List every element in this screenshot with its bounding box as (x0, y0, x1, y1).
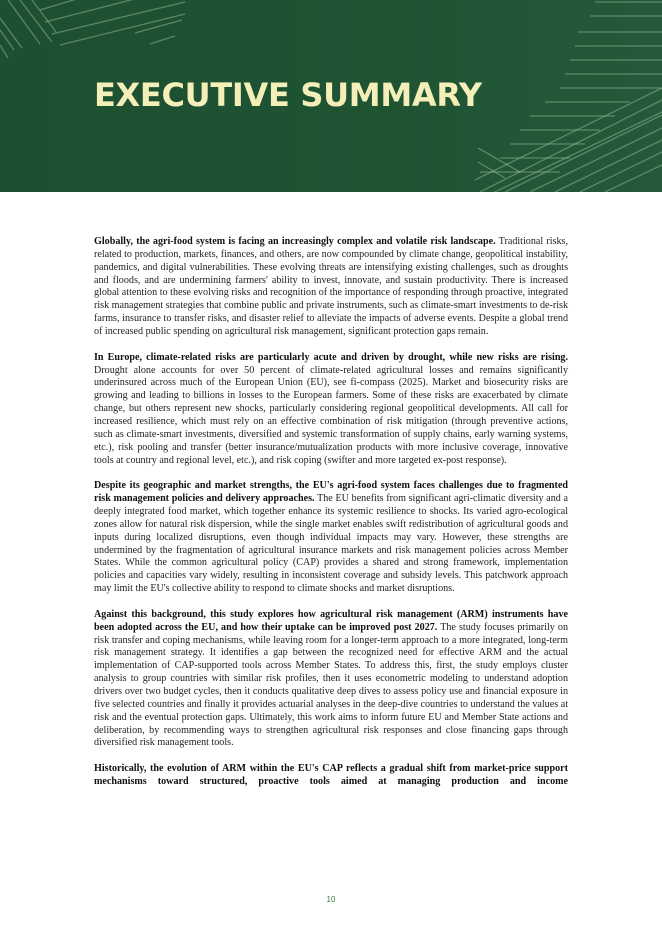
paragraph (94, 352, 568, 468)
paragraph (94, 609, 568, 750)
paragraph (94, 480, 568, 596)
page-title: EXECUTIVE SUMMARY (94, 76, 482, 114)
paragraph (94, 763, 568, 789)
paragraph-lead: In Europe, climate-related risks are particularly acute and driven by drought, while new risks are rising. (94, 351, 568, 363)
header-banner (0, 0, 662, 192)
executive-summary-body (94, 236, 568, 802)
paragraph-lead: Despite its geographic and market strengths, the EU's agri-food system faces challenges due to fragmented risk management policies and delivery approaches. (94, 480, 568, 505)
paragraph-lead: Against this background, this study explores how agricultural risk management (ARM) instruments have been adopted across the EU, and how their uptake can be improved post 2027. (94, 608, 568, 633)
paragraph-lead: Historically, the evolution of ARM within the EU's CAP reflects a gradual shift from market-price support mechanisms toward structured, proactive tools aimed at managing production and income (94, 763, 568, 788)
paragraph-text: Drought alone accounts for over 50 percent of climate-related agricultural losses and remains significantly underinsured across much of the European Union (EU), see fi-compass (2025). Market and biosecurity risks are growing and leading to billions in losses to the European farmers. Some of these risks are exacerbated by climate change, but others represent new shocks, particularly considering regional geopolitical developments. All call for increased resilience, which must rely on an effective combination of risk mitigation (through preventive actions, such as climate-smart investments, diversified and systemic transformation of supply chains, early warning systems, etc.), risk pooling and transfer (better insurance/mutualization products with more inclusive coverage, innovative tools at country and regional level, etc.), and risk coping (swifter and more targeted ex-post response). (94, 364, 568, 466)
paragraph-text: The EU benefits from significant agri-climatic diversity and a deeply integrated food market, which together enhance its systemic resilience to shocks. Its varied agro-ecological zones allow for natural risk dispersion, while the single market enables swift redistribution of agricultural goods and inputs during localized disruptions, even though individual impacts may vary. However, these strengths are undermined by the fragmentation of agricultural insurance markets and risk management policies across Member States. While the common agricultural policy (CAP) provides a shared and strong framework, implementation policies and capacities vary widely, resulting in inconsistent coverage and subsidy levels. This patchwork approach may limit the EU's collective ability to respond to climate shocks and market disruptions. (94, 493, 569, 595)
page-number: 10 (326, 895, 336, 904)
paragraph-text: The study focuses primarily on risk transfer and coping mechanisms, while leaving room for a longer-term approach to a more integrated, long-term risk management strategy. It identifies a gap between the recognized need for effective ARM and the actual implementation of CAP-supported tools across Member States. To address this, first, the study employs cluster analysis to group countries with similar risk profiles, then it uses econometric modeling to understand adoption drivers over two budget cycles, then it conducts qualitative deep dives to assess policy use and financial exposure in five selected countries and finally it provides actuarial analyses in the deep-dive countries to understand the values at risk and the eventual protection gaps. Ultimately, this work aims to inform future EU and Member State actions and deliberation, by recommending ways to strengthen agricultural risk responses and close financing gaps through diversified risk management tools. (94, 621, 568, 749)
paragraph-text: Traditional risks, related to production, markets, finances, and others, are now compounded by climate change, geopolitical instability, pandemics, and digital vulnerabilities. These evolving threats are intensifying existing challenges, such as droughts and floods, and are undermining farmers' ability to invest, innovate, and sustain productivity. There is increased global attention to these evolving risks and recognition of the importance of responding through proactive, integrated risk management strategies that combine public and private instruments, such as climate-smart investments to de-risk farms, insurance to transfer risks, and disaster relief to alleviate the impacts of adverse events. Despite a global trend of increased public spending on agricultural risk management, significant protection gaps remain. (94, 236, 569, 337)
paragraph-lead: Globally, the agri-food system is facing an increasingly complex and volatile risk landscape. (94, 236, 496, 247)
paragraph (94, 236, 568, 339)
